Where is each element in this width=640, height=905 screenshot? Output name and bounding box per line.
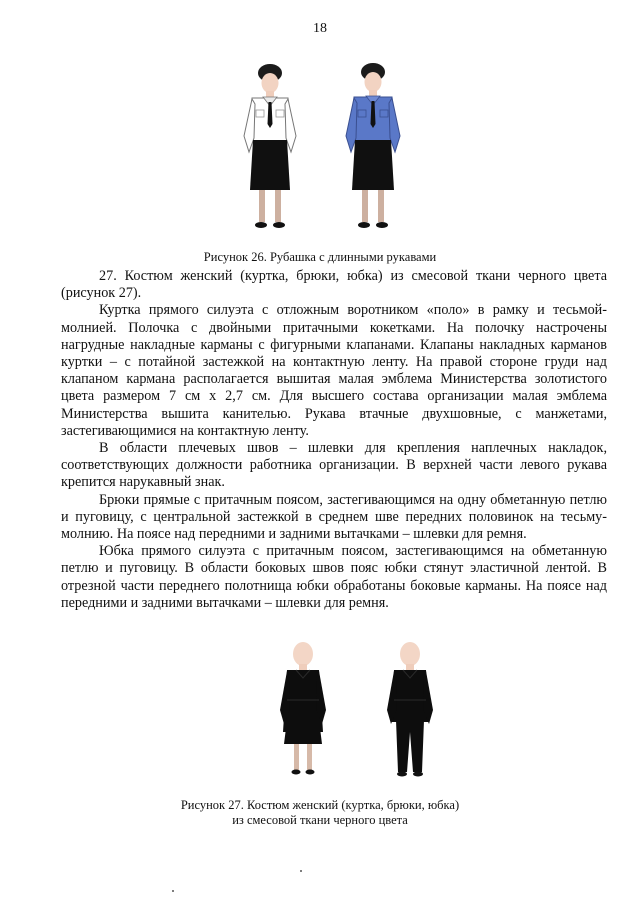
figure-suit-trousers-illustration	[384, 640, 436, 780]
paragraph-trousers: Брюки прямые с притачным поясом, застегивающимся на одну обметанную петлю и пуговицу, с центральной застежкой в среднем шве передних половинок на тесьму-молнию. На поясе над передними и задними вытачками – шлевки для ремня.	[61, 491, 607, 543]
figure-suit-skirt-illustration	[277, 640, 329, 780]
paragraph-skirt: Юбка прямого силуэта с притачным поясом, застегивающимся на обметанную петлю и пуговицу. В области боковых швов пояс юбки стянут эластичной лентой. В отрезной части переднего полотнища юбки обработаны боковые карманы. На поясе над передними и задними вытачками – шлевки для ремня.	[61, 543, 607, 611]
scan-speck	[300, 870, 302, 872]
paragraph-jacket: Куртка прямого силуэта с отложным воротником «поло» в рамку и тесьмой-молнией. Полочка с двойными притачными кокетками. На полочку настрочены нагрудные накладные карманы с фигурными клапанами. Клапаны накладных карманов куртки – с потайной застежкой на контактную ленту. На правой стороне груди над клапаном кармана располагается вышитая малая эмблема Министерства золотистого цвета размером 7 см х 2,7 см. Для высшего состава организации малая эмблема Министерства вышита канителью. Рукава втачные двухшовные, с манжетами, застегивающимися на контактную ленту.	[61, 302, 607, 439]
page-number: 18	[313, 21, 327, 36]
paragraph-27-title: 27. Костюм женский (куртка, брюки, юбка) из смесовой ткани черного цвета (рисунок 27).	[61, 268, 607, 302]
paragraph-shoulder-straps: В области плечевых швов – шлевки для крепления наплечных накладок, соответствующих должности работника организации. В верхней части левого рукава крепится нарукавный знак.	[61, 440, 607, 491]
scan-speck	[172, 890, 174, 892]
figure-27-caption-line-1: Рисунок 27. Костюм женский (куртка, брюки, юбка)	[180, 798, 460, 812]
section-27-text	[61, 268, 607, 612]
figure-blue-shirt-illustration	[340, 60, 406, 234]
figure-27-caption-line-2: из смесовой ткани черного цвета	[232, 813, 408, 827]
figure-26-caption: Рисунок 26. Рубашка с длинными рукавами	[203, 250, 437, 264]
figure-white-shirt-illustration	[238, 62, 302, 234]
